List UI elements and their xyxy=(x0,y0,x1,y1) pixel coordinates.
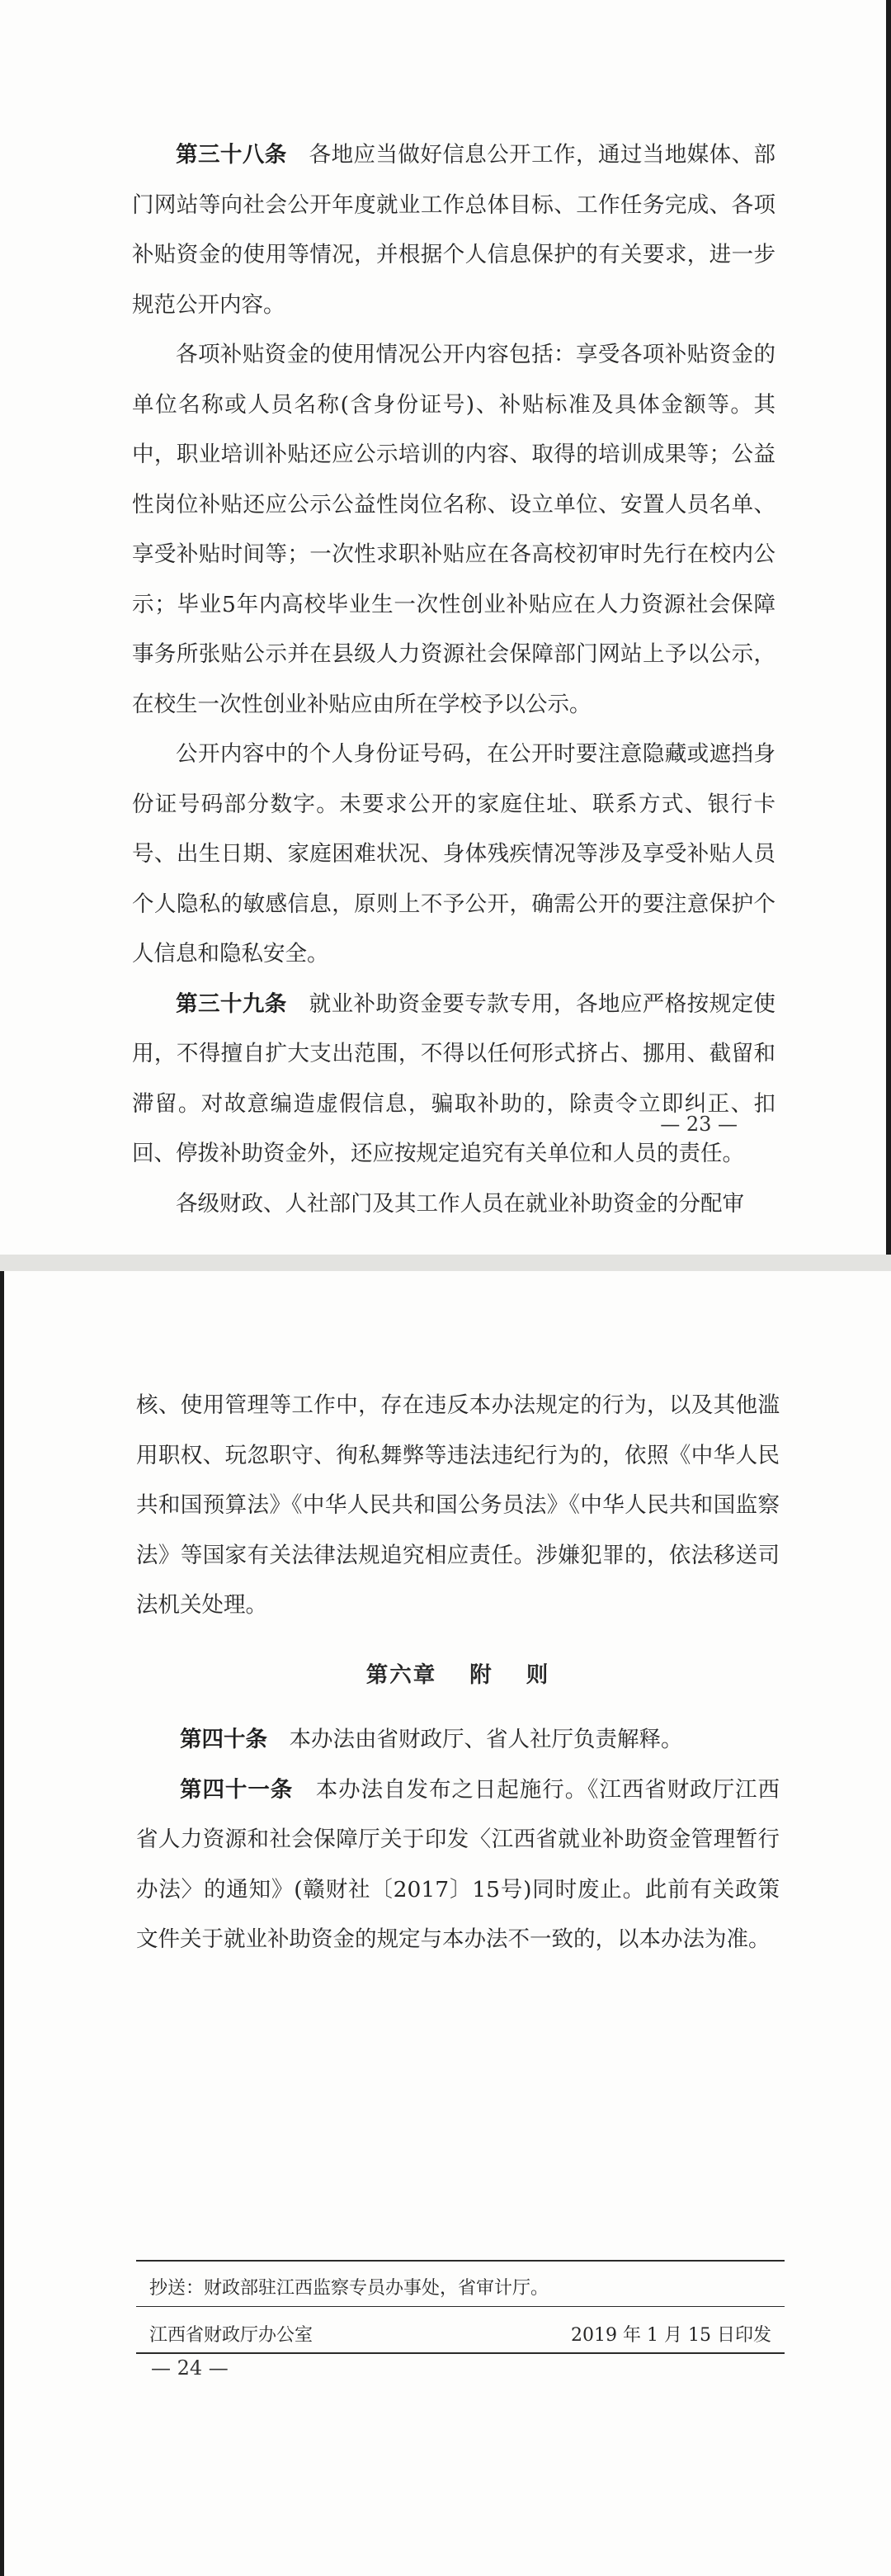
article-40-label: 第四十条 xyxy=(180,1727,267,1752)
article-38-paragraph xyxy=(132,130,776,330)
privacy-paragraph: 公开内容中的个人身份证号码，在公开时要注意隐藏或遮挡身份证号码部分数字。未要求公开的家庭住址、联系方式、银行卡号、出生日期、家庭困难状况、身体残疾情况等涉及享受补贴人员个人隐私的敏感信息，原则上不予公开，确需公开的要注意保护个人信息和隐私安全。 xyxy=(132,741,776,967)
cc-line: 抄送：财政部驻江西监察专员办事处，省审计厅。 xyxy=(149,2278,549,2299)
issuing-office: 江西省财政厅办公室 xyxy=(149,2325,314,2346)
footer-middle-rule xyxy=(136,2306,785,2307)
article-41-paragraph xyxy=(136,1765,780,1965)
article-38-text: 各地应当做好信息公开工作，通过当地媒体、部门网站等向社会公开年度就业工作总体目标、工作任务完成、各项补贴资金的使用等情况，并根据个人信息保护的有关要求，进一步规范公开内容。 xyxy=(132,142,776,318)
disclosure-content-paragraph: 各项补贴资金的使用情况公开内容包括：享受各项补贴资金的单位名称或人员名称(含身份证号)、补贴标准及具体金额等。其中，职业培训补贴还应公示培训的内容、取得的培训成果等；公益性岗位补贴还应公示公益性岗位名称、设立单位、安置人员名单、享受补贴时间等；一次性求职补贴应在各高校初审时先行在校内公示；毕业5年内高校毕业生一次性创业补贴应在人力资源社会保障事务所张贴公示并在县级人力资源社会保障部门网站上予以公示，在校生一次性创业补贴应由所在学校予以公示。 xyxy=(132,342,776,717)
article-38-label: 第三十八条 xyxy=(176,142,287,168)
responsibility-paragraph-start: 各级财政、人社部门及其工作人员在就业补助资金的分配审 xyxy=(176,1190,744,1217)
page-separator xyxy=(0,1255,891,1271)
page-23-body xyxy=(132,130,776,1229)
document-page-24 xyxy=(0,1271,891,2576)
article-40-paragraph xyxy=(136,1715,780,1765)
article-39-text: 就业补助资金要专款专用，各地应严格按规定使用，不得擅自扩大支出范围，不得以任何形式挤占、挪用、截留和滞留。对故意编造虚假信息，骗取补助的，除责令立即纠正、扣回、停拨补助资金外，还应按规定追究有关单位和人员的责任。 xyxy=(132,990,776,1166)
footer-bottom-rule xyxy=(136,2352,785,2354)
page-number-23: — 23 — xyxy=(660,1113,738,1136)
article-41-label: 第四十一条 xyxy=(180,1776,294,1803)
article-40-text: 本办法由省财政厅、省人社厅负责解释。 xyxy=(289,1727,683,1752)
chapter-6-title xyxy=(136,1651,780,1701)
document-page-23 xyxy=(0,0,891,1255)
article-41-text: 本办法自发布之日起施行。《江西省财政厅江西省人力资源和社会保障厅关于印发〈江西省就业补助资金管理暂行办法〉的通知》(赣财社〔2017〕15号)同时废止。此前有关政策文件关于就业补助资金的规定与本办法不一致的，以本办法为准。 xyxy=(136,1776,780,1952)
responsibility-paragraph-continued: 核、使用管理等工作中，存在违反本办法规定的行为，以及其他滥用职权、玩忽职守、徇私舞弊等违法违纪行为的，依照《中华人民共和国预算法》《中华人民共和国公务员法》《中华人民共和国监察法》等国家有关法律法规追究相应责任。涉嫌犯罪的，依法移送司法机关处理。 xyxy=(136,1392,780,1618)
article-39-label: 第三十九条 xyxy=(176,990,287,1017)
print-date: 2019 年 1 月 15 日印发 xyxy=(571,2325,771,2346)
document-footer xyxy=(136,2260,785,2346)
page-24-body xyxy=(136,1381,780,1965)
page-number-24: — 24 — xyxy=(151,2356,229,2380)
chapter-name-1: 附 xyxy=(469,1661,493,1688)
chapter-name-2: 则 xyxy=(526,1661,550,1688)
chapter-number: 第六章 xyxy=(365,1661,437,1688)
article-39-paragraph xyxy=(132,980,776,1179)
footer-top-rule xyxy=(136,2260,785,2262)
